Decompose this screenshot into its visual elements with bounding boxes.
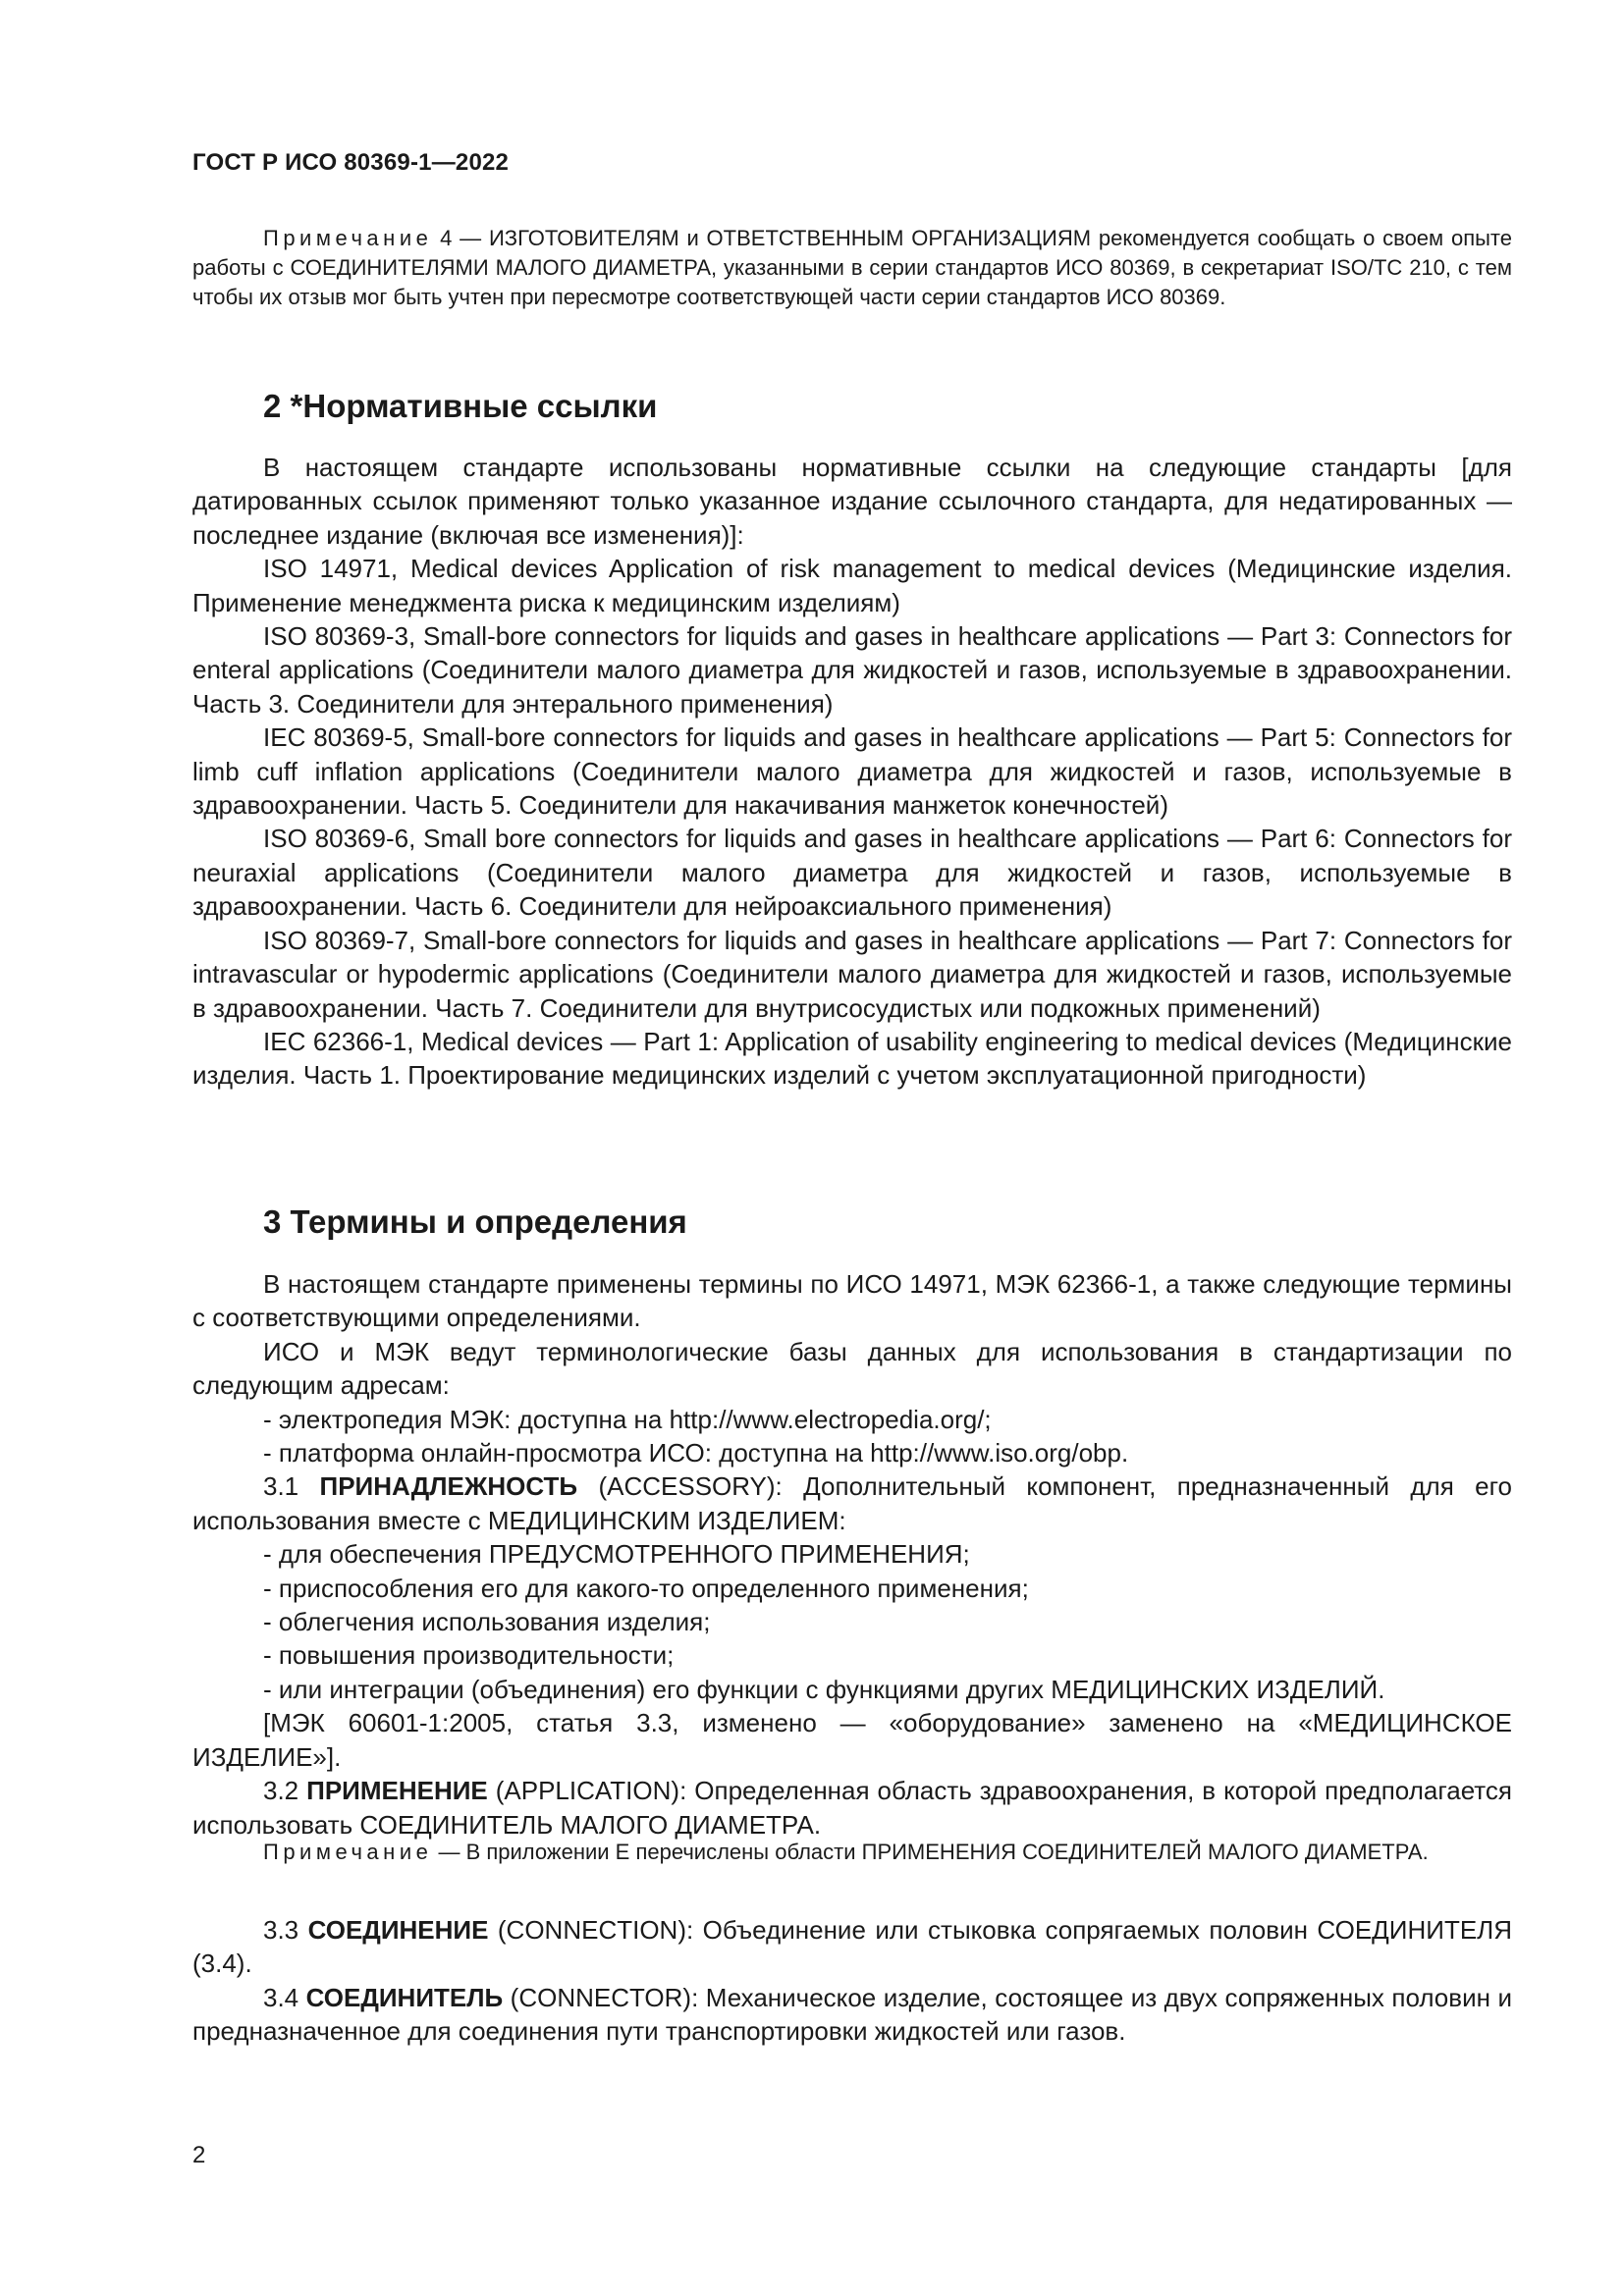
normative-ref: ISO 80369-6, Small bore connectors for liquids and gases in healthcare applications — Part 6: Connectors for neuraxial applications (Соединители малого диаметра для жидкостей и газов, используемые в здравоохранении. Часть 6. Соединители для нейроаксиального применения) <box>192 824 1512 922</box>
term-number: 3.4 <box>263 1982 306 2012</box>
term-number: 3.1 <box>263 1471 320 1502</box>
section-3-body-continued <box>192 1913 1512 2049</box>
term-number: 3.2 <box>263 1776 307 1806</box>
term-definition: (ACCESSORY): Дополнительный компонент, предназначенный для его использования вместе с МЕДИЦИНСКИМ ИЗДЕЛИЕМ: <box>192 1471 1512 1535</box>
note-label: Примечание <box>263 1840 433 1864</box>
normative-ref: IEC 80369-5, Small-bore connectors for liquids and gases in healthcare applications — Part 5: Connectors for limb cuff inflation applications (Соединители малого диаметра для жидкостей и газов, используемые в здравоохранении. Часть 5. Соединители для накачивания манжеток конечностей) <box>192 722 1512 821</box>
note-label: Примечание <box>263 226 433 250</box>
section-3-body <box>192 1267 1512 1842</box>
term-name: ПРИМЕНЕНИЕ <box>306 1776 488 1806</box>
normative-ref: ISO 80369-7, Small-bore connectors for liquids and gases in healthcare applications — Part 7: Connectors for intravascular or hypodermic applications (Соединители малого диаметра для жидкостей и газов, используемые в здравоохранении. Часть 7. Соединители для внутрисосудистых или подкожных применений) <box>192 925 1512 1023</box>
section-3-heading: 3 Термины и определения <box>263 1203 687 1240</box>
page-number: 2 <box>192 2142 206 2168</box>
term-3-4 <box>192 1981 1512 2049</box>
normative-ref: IEC 62366-1, Medical devices — Part 1: Application of usability engineering to medical devices (Медицинские изделия. Часть 1. Проектирование медицинских изделий с учетом эксплуатационной пригодности) <box>192 1026 1512 1091</box>
term-definition: (APPLICATION): Определенная область здравоохранения, в которой предполагается использовать СОЕДИНИТЕЛЬ МАЛОГО ДИАМЕТРА. <box>192 1776 1512 1840</box>
term-name: СОЕДИНИТЕЛЬ <box>305 1982 504 2012</box>
term-3-1-source: [МЭК 60601-1:2005, статья 3.3, изменено — «оборудование» заменено на «МЕДИЦИНСКОЕ ИЗДЕЛИЕ»]. <box>192 1708 1512 1772</box>
note-3-2 <box>192 1838 1512 1867</box>
note-4-text <box>192 224 1512 312</box>
note-body: 4 — ИЗГОТОВИТЕЛЯМ и ОТВЕТСТВЕННЫМ ОРГАНИЗАЦИЯМ рекомендуется сообщать о своем опыте работы с СОЕДИНИТЕЛЯМИ МАЛОГО ДИАМЕТРА, указанными в серии стандартов ИСО 80369, в секретариат ISO/TC 210, с тем чтобы их отзыв мог быть учтен при пересмотре соответствующей части серии стандартов ИСО 80369. <box>192 226 1512 309</box>
term-definition: (CONNECTOR): Механическое изделие, состоящее из двух сопряженных половин и предназначенное для соединения пути транспортировки жидкостей или газов. <box>192 1982 1512 2047</box>
accessory-purpose-item: - для обеспечения ПРЕДУСМОТРЕННОГО ПРИМЕНЕНИЯ; <box>263 1539 970 1570</box>
accessory-purpose-item: - приспособления его для какого-то определенного применения; <box>263 1573 1029 1603</box>
normative-ref: ISO 80369-3, Small-bore connectors for liquids and gases in healthcare applications — Part 3: Connectors for enteral applications (Соединители малого диаметра для жидкостей и газов, используемые в здравоохранении. Часть 3. Соединители для энтерального применения) <box>192 621 1512 719</box>
database-item: - платформа онлайн-просмотра ИСО: доступна на http://www.iso.org/obp. <box>263 1438 1129 1468</box>
section-2-heading-block <box>192 388 1512 425</box>
term-number: 3.3 <box>263 1915 308 1945</box>
databases-intro: ИСО и МЭК ведут терминологические базы данных для использования в стандартизации по следующим адресам: <box>192 1336 1512 1401</box>
term-3-1 <box>192 1469 1512 1537</box>
section-2-body <box>192 451 1512 1093</box>
term-definition: (CONNECTION): Объединение или стыковка сопрягаемых половин СОЕДИНИТЕЛЯ (3.4). <box>192 1915 1513 1979</box>
term-name: ПРИНАДЛЕЖНОСТЬ <box>319 1471 578 1502</box>
term-name: СОЕДИНЕНИЕ <box>307 1915 489 1945</box>
accessory-purpose-item: - или интеграции (объединения) его функции с функциями других МЕДИЦИНСКИХ ИЗДЕЛИЙ. <box>263 1674 1385 1704</box>
term-3-2 <box>192 1774 1512 1842</box>
database-item: - электропедия МЭК: доступна на http://www.electropedia.org/; <box>263 1404 992 1434</box>
accessory-purpose-item: - облегчения использования изделия; <box>263 1607 711 1637</box>
note-body: — В приложении Е перечислены области ПРИМЕНЕНИЯ СОЕДИНИТЕЛЕЙ МАЛОГО ДИАМЕТРА. <box>432 1840 1429 1864</box>
document-header: ГОСТ Р ИСО 80369-1—2022 <box>192 149 510 176</box>
accessory-purpose-item: - повышения производительности; <box>263 1640 675 1671</box>
note-3-2-text <box>192 1838 1512 1867</box>
section-3-heading-block <box>192 1203 1512 1241</box>
section-2-heading: 2 *Нормативные ссылки <box>263 388 658 424</box>
section-2-intro: В настоящем стандарте использованы нормативные ссылки на следующие стандарты [для датированных ссылок применяют только указанное издание ссылочного стандарта, для недатированных — последнее издание (включая все изменения)]: <box>192 453 1512 550</box>
term-3-3 <box>192 1913 1512 1981</box>
note-4 <box>192 224 1512 312</box>
section-3-intro: В настоящем стандарте применены термины по ИСО 14971, МЭК 62366-1, а также следующие термины с соответствующими определениями. <box>192 1269 1512 1333</box>
normative-ref: ISO 14971, Medical devices Application of risk management to medical devices (Медицинские изделия. Применение менеджмента риска к медицинским изделиям) <box>192 554 1512 617</box>
